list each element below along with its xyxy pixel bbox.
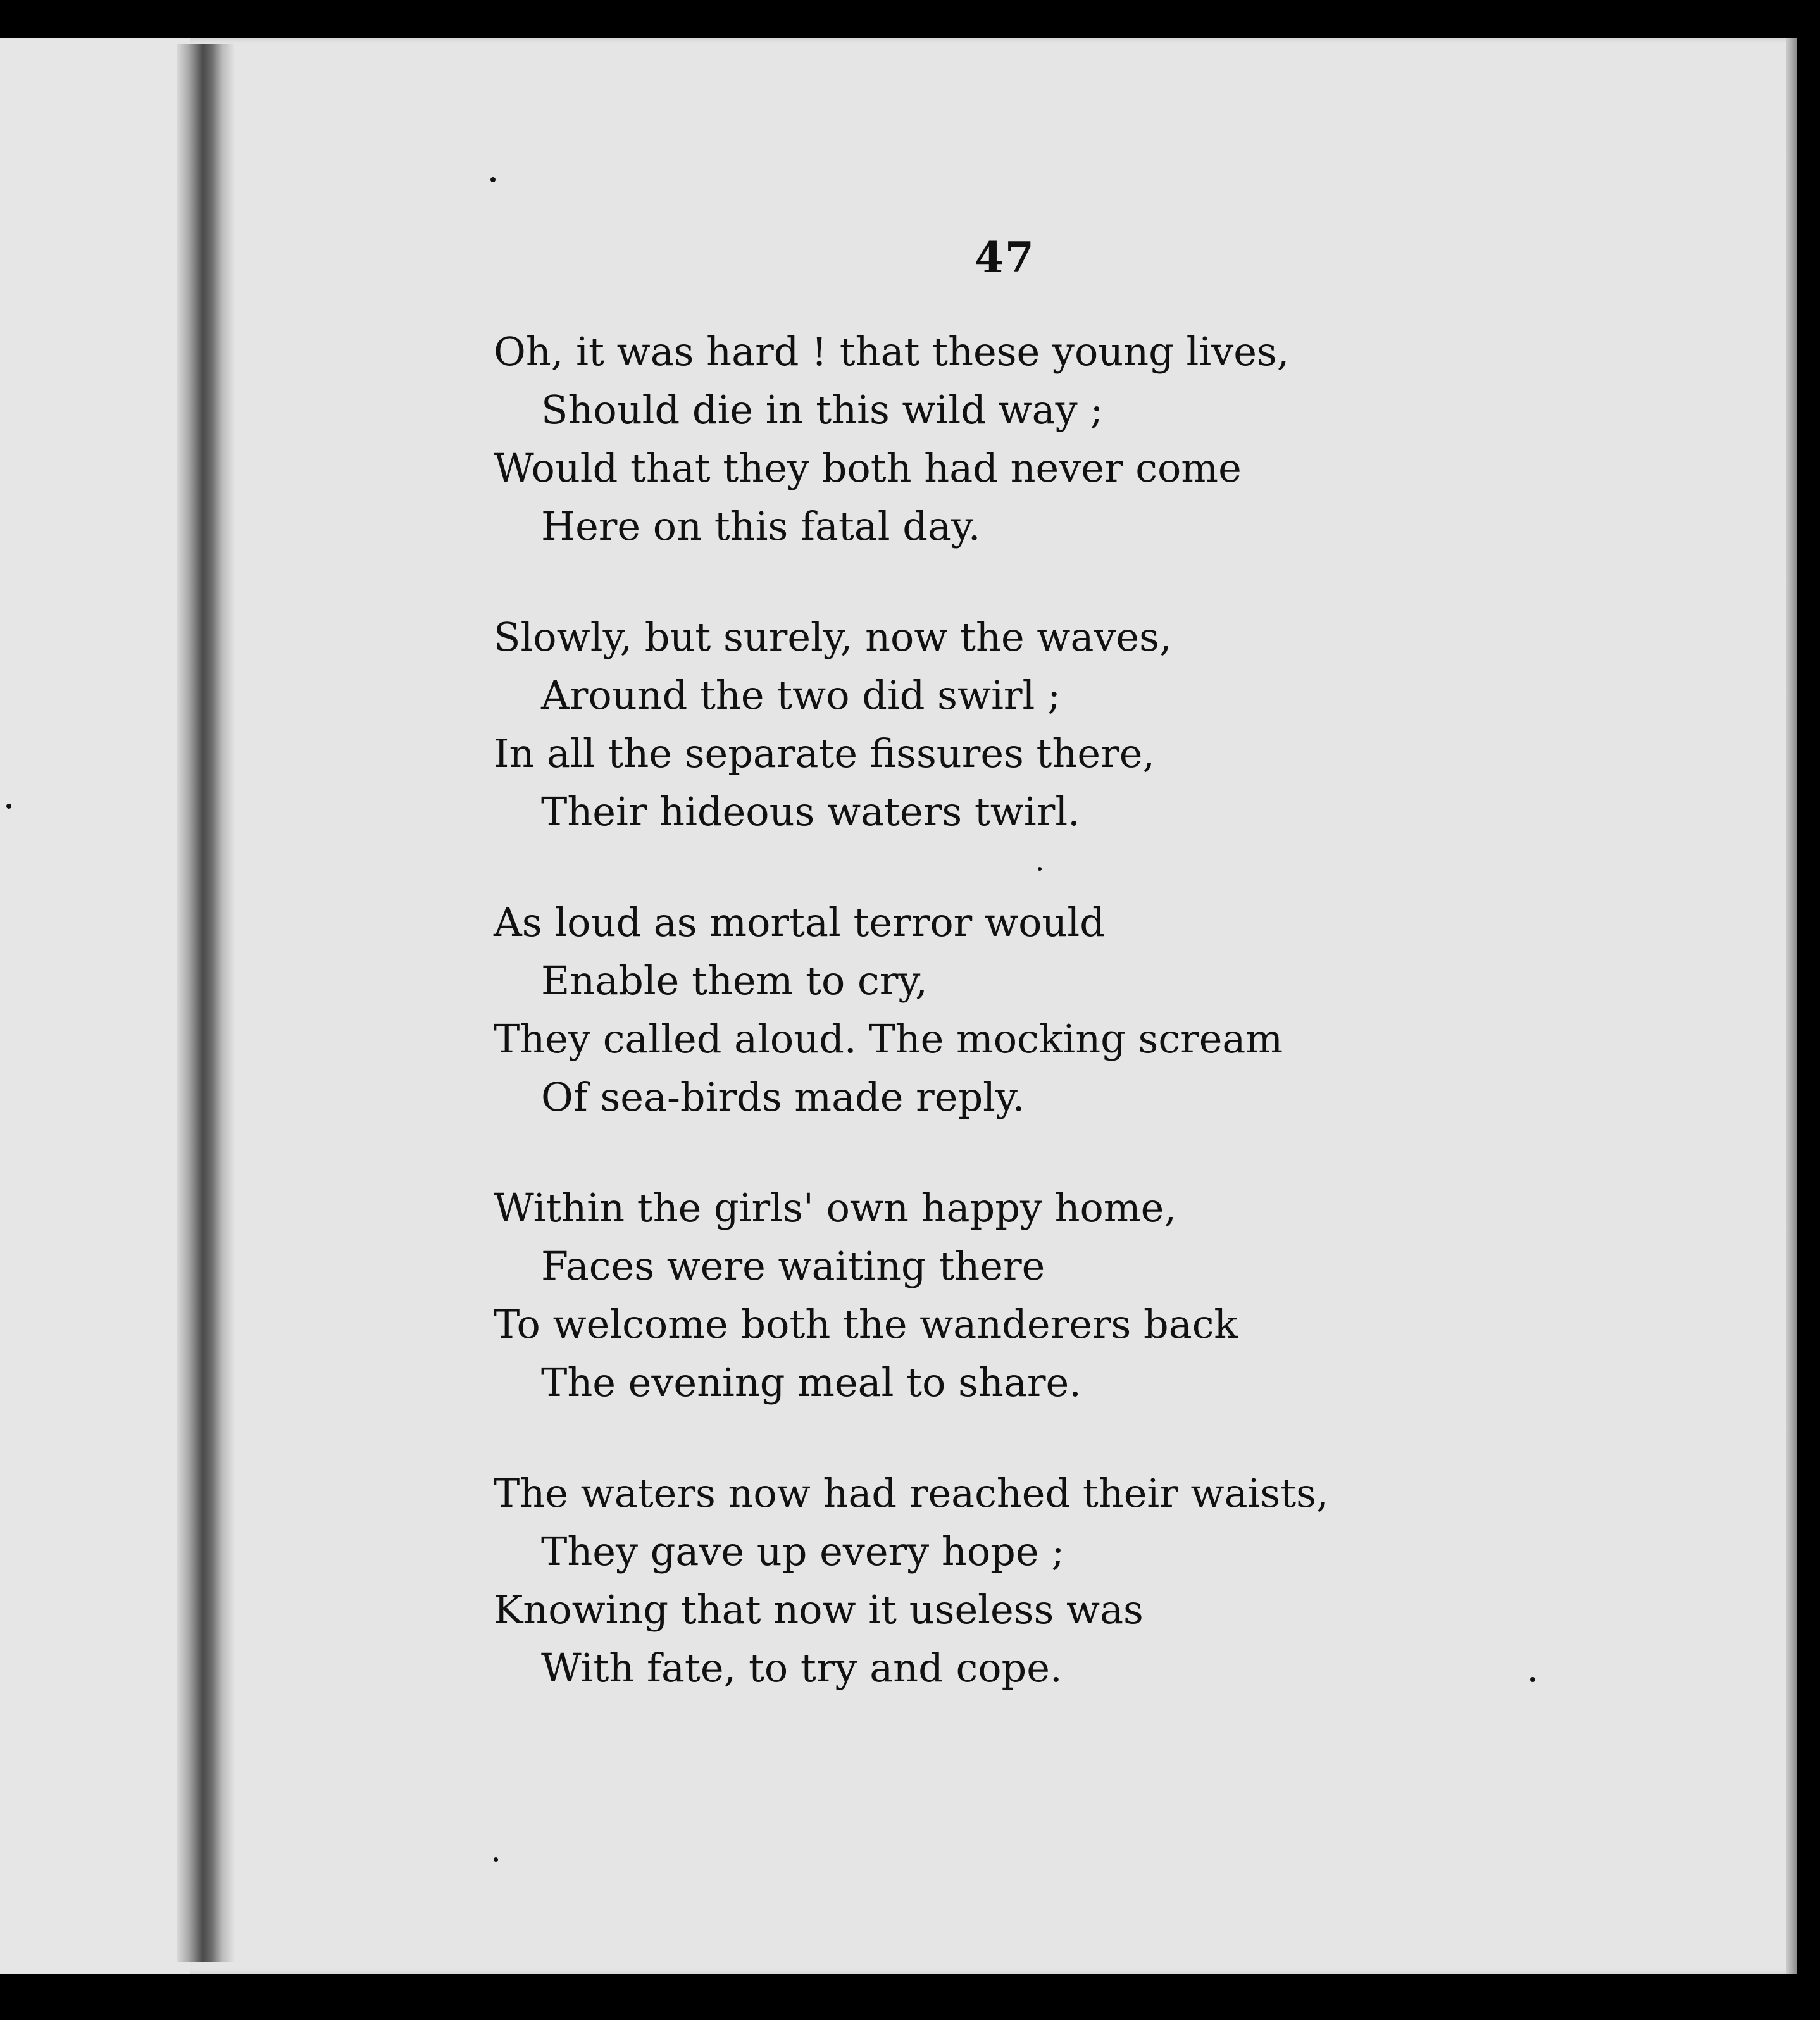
poem-line: Knowing that now it useless was: [494, 1587, 1144, 1633]
page-number: 47: [975, 233, 1035, 282]
scan-speck: [6, 804, 11, 809]
poem-line: Should die in this wild way ;: [541, 387, 1104, 433]
poem-line: Of sea-birds made reply.: [541, 1074, 1025, 1120]
poem-line: Faces were waiting there: [541, 1243, 1045, 1289]
page-edge: [1786, 38, 1797, 1974]
scan-speck: [1038, 867, 1042, 871]
stanza-5: [494, 1464, 1481, 1697]
poem-line: Their hideous waters twirl.: [541, 789, 1080, 835]
stanza-3: [494, 894, 1481, 1126]
binding-gutter: [177, 44, 234, 1962]
poem-line: In all the separate fissures there,: [494, 730, 1156, 776]
poem-line: Would that they both had never come: [494, 445, 1242, 491]
poem-line: They called aloud. The mocking scream: [494, 1016, 1283, 1062]
poem-line: Slowly, but surely, now the waves,: [494, 614, 1172, 660]
scan-speck: [494, 1857, 498, 1862]
scan-speck: [490, 177, 496, 182]
poem: [494, 323, 1481, 1750]
poem-line: Around the two did swirl ;: [541, 672, 1061, 718]
poem-line: To welcome both the wanderers back: [494, 1301, 1238, 1347]
stanza-4: [494, 1179, 1481, 1412]
poem-line: As loud as mortal terror would: [494, 899, 1105, 945]
poem-line: They gave up every hope ;: [541, 1528, 1065, 1574]
stanza-2: [494, 608, 1481, 841]
poem-line: The evening meal to share.: [541, 1359, 1081, 1406]
stanza-1: [494, 323, 1481, 556]
poem-line: Enable them to cry,: [541, 957, 928, 1004]
scan-speck: [1530, 1677, 1535, 1682]
poem-line: Within the girls' own happy home,: [494, 1185, 1177, 1231]
poem-line: With fate, to try and cope.: [541, 1645, 1063, 1691]
poem-line: Oh, it was hard ! that these young lives,: [494, 328, 1290, 375]
poem-line: Here on this fatal day.: [541, 503, 981, 549]
facing-page: [0, 38, 190, 1974]
poem-line: The waters now had reached their waists,: [494, 1470, 1329, 1516]
